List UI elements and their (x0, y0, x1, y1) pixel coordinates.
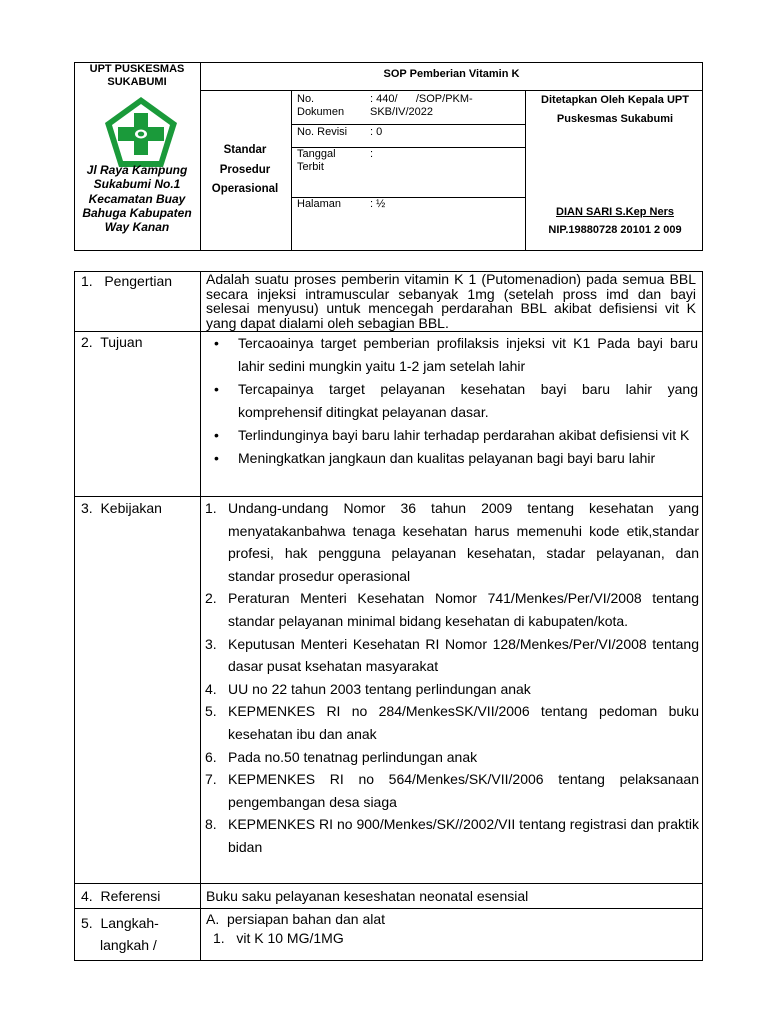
halaman-label: Halaman (297, 198, 342, 210)
langkah-label-line2: langkah / (100, 937, 157, 953)
list-item: 7. KEPMENKES RI no 564/Menkes/SK/VII/2006 tentang pelaksanaan pengembangan desa siaga (205, 771, 699, 810)
langkah-sub-a: A. persiapan bahan dan alat (206, 911, 386, 927)
sop-title: SOP Pemberian Vitamin K (383, 68, 520, 80)
list-item: 4. UU no 22 tahun 2003 tentang perlindungan anak (205, 680, 531, 697)
list-item: • Tercapainya target pelayanan kesehatan bayi baru lahir yang komprehensif ditingkat pelayanan dasar. (202, 378, 698, 424)
tujuan-list (202, 332, 698, 470)
org-name: UPT PUSKESMAS SUKABUMI (89, 63, 185, 88)
kebijakan-label: 3. Kebijakan (81, 500, 162, 516)
list-item: 1. Undang-undang Nomor 36 tahun 2009 tentang kesehatan yang menyatakanbahwa tenaga kesehatan harus memenuhi kode etik,standar profesi, hak pengguna pelayanan kesehatan, stadar pelayanan, dan standar prosedur operasional (205, 500, 699, 584)
list-item: • Meningkatkan jangkaun dan kualitas pelayanan bagi bayi baru lahir (202, 447, 698, 470)
list-item: 6. Pada no.50 tenatnag perlindungan anak (205, 748, 478, 765)
signer-nip: NIP.19880728 20101 2 009 (548, 224, 682, 236)
list-item: 2. Peraturan Menteri Kesehatan Nomor 741/Menkes/Per/VI/2008 tentang standar pelayanan minimal bidang kesehatan di kabupaten/kota. (205, 590, 699, 629)
body-divider-col (200, 271, 201, 961)
list-item: 5. KEPMENKES RI no 284/MenkesSK/VII/2006 tentang pedoman buku kesehatan ibu dan anak (205, 703, 699, 742)
standard-label: Standar Prosedur Operasional (211, 144, 279, 195)
tujuan-label: 2. Tujuan (81, 334, 143, 350)
ditetapkan-text: Ditetapkan Oleh Kepala UPT Puskesmas Sukabumi (541, 94, 689, 125)
referensi-label: 4. Referensi (81, 888, 161, 904)
tanggal-value: : (370, 148, 374, 160)
list-item: • Terlindunginya bayi baru lahir terhadap perdarahan akibat defisiensi vit K (202, 424, 698, 447)
header-row-line-1 (291, 124, 525, 125)
langkah-label-line1: 5. Langkah- (81, 915, 159, 931)
no-dokumen-label: No. Dokumen (297, 93, 345, 118)
signer-name: DIAN SARI S.Kep Ners (556, 206, 674, 218)
header-divider-standard (291, 90, 292, 251)
org-address: Jl Raya Kampung Sukabumi No.1 Kecamatan Buay Bahuga Kabupaten Way Kanan (82, 163, 192, 235)
pengertian-label: 1. Pengertian (81, 273, 173, 289)
list-item: • Tercaoainya target pemberian profilaksis injeksi vit K1 Pada bayi baru lahir sedini mungkin yaitu 1-2 jam setelah lahir (202, 332, 698, 378)
no-revisi-value: : 0 (370, 126, 383, 138)
tanggal-label: Tanggal Terbit (297, 148, 336, 173)
row-line-referensi (74, 908, 703, 909)
halaman-value: : ½ (370, 198, 386, 210)
list-item: 3. Keputusan Menteri Kesehatan RI Nomor 128/Menkes/Per/VI/2008 tentang dasar pusat ksehatan masyarakat (205, 635, 699, 675)
header-divider-right (525, 90, 526, 251)
row-line-kebijakan (74, 883, 703, 884)
no-dokumen-value: : 440/ /SOP/PKM-SKB/IV/2022 (370, 93, 473, 118)
list-item: 8. KEPMENKES RI no 900/Menkes/SK//2002/VII tentang registrasi dan praktik bidan (205, 816, 699, 855)
pengertian-text: Adalah suatu proses pemberin vitamin K 1 (Putomenadion) pada semua BBL secara injeksi intramuscular sebanyak 1mg (setelah pross imd dan bayi selesai menyusu) untuk mencegah perdarahan BBL akibat defisiensi vit K yang dapat dialami oleh sebagian BBL. (206, 271, 696, 331)
langkah-sub-a-1: 1. vit K 10 MG/1MG (213, 930, 344, 946)
puskesmas-logo (103, 95, 179, 171)
no-revisi-label: No. Revisi (297, 126, 348, 138)
kebijakan-list (203, 497, 699, 859)
referensi-text: Buku saku pelayanan keseshatan neonatal esensial (206, 888, 529, 904)
